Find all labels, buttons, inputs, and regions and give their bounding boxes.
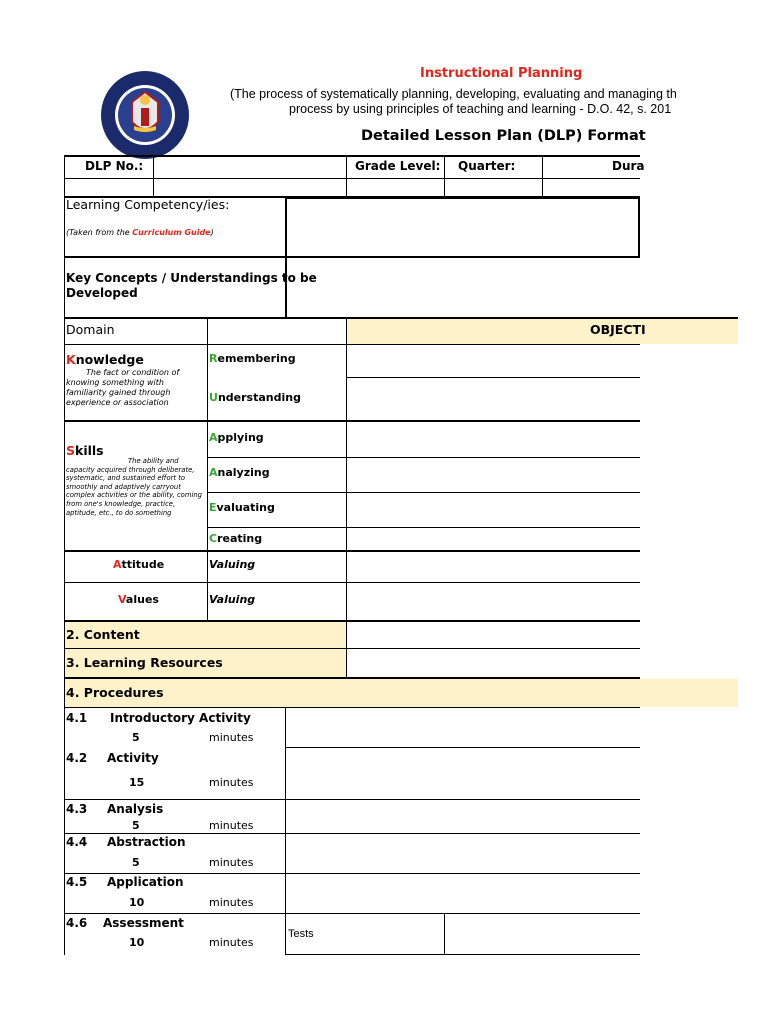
proc-4-4-num: 4.4 <box>66 835 88 849</box>
values-valuing: Valuing <box>209 593 256 606</box>
competency-label: Learning Competency/ies: <box>66 197 230 212</box>
level-understanding <box>209 391 301 404</box>
proc-4-6-num: 4.6 <box>66 916 88 930</box>
resources-label: 3. Learning Resources <box>66 655 223 670</box>
objectives-label: OBJECTI <box>590 322 646 337</box>
proc-4-3-num: 4.3 <box>66 802 88 816</box>
level-evaluating-rest: valuating <box>216 501 275 514</box>
level-evaluating-first: E <box>209 501 217 514</box>
level-analyzing <box>209 466 270 479</box>
values-first-letter: V <box>118 593 126 606</box>
grade-level-label: Grade Level: <box>355 159 441 173</box>
knowledge-label <box>66 352 144 367</box>
values-label <box>118 593 159 606</box>
procedures-fill <box>65 679 738 707</box>
attitude-valuing: Valuing <box>209 558 256 571</box>
competency-note <box>66 228 214 237</box>
knowledge-first-letter: K <box>66 352 76 367</box>
proc-4-5-unit: minutes <box>209 896 254 909</box>
level-creating <box>209 532 262 545</box>
key-concepts-label-2: Developed <box>66 286 138 300</box>
knowledge-description: The fact or condition of knowing something with familiarity gained through experience or association <box>66 368 180 407</box>
quarter-label: Quarter: <box>458 159 516 173</box>
proc-4-4-unit: minutes <box>209 856 254 869</box>
proc-4-2-num: 4.2 <box>66 751 88 765</box>
competency-note-pre: (Taken from the <box>66 228 133 237</box>
content-label: 2. Content <box>66 627 140 642</box>
proc-4-2-unit: minutes <box>209 776 254 789</box>
proc-4-4-minutes: 5 <box>132 856 140 869</box>
procedures-label: 4. Procedures <box>66 685 164 700</box>
skills-description: The ability and capacity acquired through deliberate, systematic, and sustained effort to smoothly and adaptively carryout complex activities or the ability, coming from one's knowledge, practice, aptitude, etc., to do something <box>66 457 202 517</box>
proc-4-4-name: Abstraction <box>107 835 186 849</box>
level-evaluating <box>209 501 275 514</box>
proc-4-2-minutes: 15 <box>129 776 145 789</box>
proc-4-5-name: Application <box>107 875 184 889</box>
level-creating-rest: reating <box>217 532 263 545</box>
instructional-planning-title: Instructional Planning <box>420 66 583 81</box>
skills-label <box>66 443 104 458</box>
deped-seal <box>100 70 190 160</box>
attitude-first-letter: A <box>113 558 122 571</box>
skills-first-letter: S <box>66 443 76 458</box>
proc-4-1-minutes: 5 <box>132 731 140 744</box>
subtitle-line-2: process by using principles of teaching and learning - D.O. 42, s. 201 <box>289 102 672 116</box>
domain-label: Domain <box>66 322 115 337</box>
proc-4-2-name: Activity <box>107 751 159 765</box>
duration-label: Dura <box>612 159 645 173</box>
skills-rest: kills <box>75 443 104 458</box>
level-remembering-rest: emembering <box>217 352 296 365</box>
proc-4-1-num: 4.1 <box>66 711 88 725</box>
proc-4-3-unit: minutes <box>209 819 254 832</box>
assessment-tests-cell: Tests <box>288 928 314 940</box>
proc-4-5-minutes: 10 <box>129 896 145 909</box>
level-remembering <box>209 352 296 365</box>
subtitle-line-1: (The process of systematically planning, developing, evaluating and managing th <box>230 87 677 101</box>
level-remembering-first: R <box>209 352 218 365</box>
proc-4-1-unit: minutes <box>209 731 254 744</box>
proc-4-3-minutes: 5 <box>132 819 140 832</box>
level-analyzing-first: A <box>209 466 218 479</box>
dlp-format-title: Detailed Lesson Plan (DLP) Format <box>361 128 646 144</box>
proc-4-6-name: Assessment <box>103 916 184 930</box>
level-applying-first: A <box>209 431 218 444</box>
knowledge-rest: nowledge <box>75 352 144 367</box>
dlp-no-label: DLP No.: <box>85 159 144 173</box>
proc-4-3-name: Analysis <box>107 802 164 816</box>
proc-4-6-unit: minutes <box>209 936 254 949</box>
proc-4-6-minutes: 10 <box>129 936 145 949</box>
level-understanding-first: U <box>209 391 218 404</box>
attitude-rest: ttitude <box>121 558 165 571</box>
objectives-header-fill <box>347 319 738 344</box>
curriculum-guide-link: Curriculum Guide <box>132 228 211 237</box>
level-understanding-rest: nderstanding <box>217 391 301 404</box>
level-applying <box>209 431 264 444</box>
level-creating-first: C <box>209 532 218 545</box>
values-rest: alues <box>125 593 159 606</box>
level-analyzing-rest: nalyzing <box>217 466 270 479</box>
key-concepts-label-1: Key Concepts / Understandings to be <box>66 271 317 285</box>
attitude-label <box>113 558 164 571</box>
proc-4-5-num: 4.5 <box>66 875 88 889</box>
level-applying-rest: pplying <box>217 431 264 444</box>
proc-4-1-name: Introductory Activity <box>110 711 251 725</box>
competency-note-post: ) <box>210 228 214 237</box>
